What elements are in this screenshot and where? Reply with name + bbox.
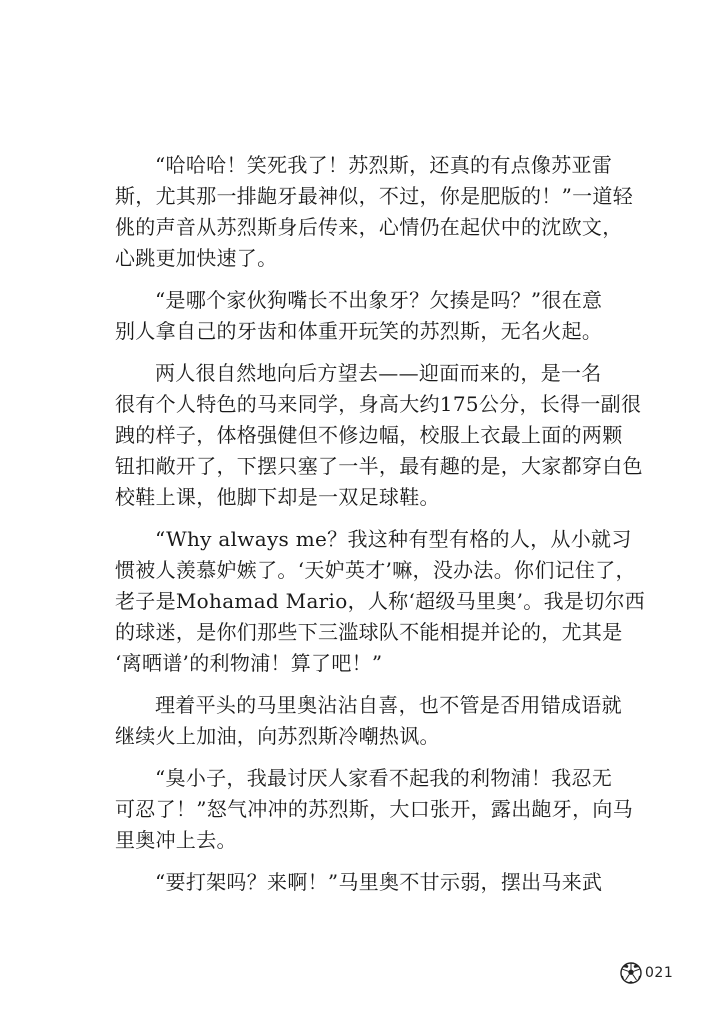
text-line: 老子是Mohamad Mario，人称‘超级马里奥’。我是切尔西 [115,589,646,613]
text-line: 继续火上加油，向苏烈斯冷嘲热讽。 [115,724,440,748]
page-number: 021 [645,965,674,981]
paragraph [115,285,610,347]
text-line: 两人很自然地向后方望去——迎面而来的，是一名 [155,361,602,385]
text-line: “哈哈哈！笑死我了！苏烈斯，还真的有点像苏亚雷 [155,153,613,177]
text-line: 里奥冲上去。 [115,828,237,852]
paragraph [115,150,634,274]
paragraph [115,690,622,752]
text-line: 佻的声音从苏烈斯身后传来，心情仍在起伏中的沈欧文， [115,215,623,239]
paragraph [115,524,646,679]
text-line: 跩的样子，体格强健但不修边幅，校服上衣最上面的两颗 [115,423,623,447]
text-line: ‘离晒谱’的利物浦！算了吧！” [115,651,383,675]
text-line: “是哪个家伙狗嘴长不出象牙？欠揍是吗？”很在意 [155,288,603,312]
paragraph [115,358,643,513]
text-line: 斯，尤其那一排龅牙最神似，不过，你是肥版的！”一道轻 [115,184,634,208]
text-line: 的球迷，是你们那些下三滥球队不能相提并论的，尤其是 [115,620,623,644]
text-line: 很有个人特色的马来同学，身高大约175公分，长得一副很 [115,392,642,416]
text-line: 心跳更加快速了。 [115,246,278,270]
text-line: 可忍了！”怒气冲冲的苏烈斯，大口张开，露出龅牙，向马 [115,797,634,821]
text-line: 别人拿自己的牙齿和体重开玩笑的苏烈斯，无名火起。 [115,319,603,343]
paragraph [115,763,634,856]
text-line: “臭小子，我最讨厌人家看不起我的利物浦！我忍无 [155,766,613,790]
text-line: 惯被人羡慕妒嫉了。‘天妒英才’嘛，没办法。你们记住了， [115,558,636,582]
text-line: “Why always me？我这种有型有格的人，从小就习 [155,527,632,551]
text-line: 理着平头的马里奥沾沾自喜，也不管是否用错成语就 [155,693,622,717]
soccer-ball-icon [620,962,642,984]
text-line: “要打架吗？来啊！”马里奥不甘示弱，摆出马来武 [155,870,603,894]
text-line: 钮扣敞开了，下摆只塞了一半，最有趣的是，大家都穿白色 [115,454,643,478]
text-line: 校鞋上课，他脚下却是一双足球鞋。 [115,485,440,509]
paragraph [115,867,610,898]
page-footer [620,962,673,984]
body-text [115,150,646,909]
